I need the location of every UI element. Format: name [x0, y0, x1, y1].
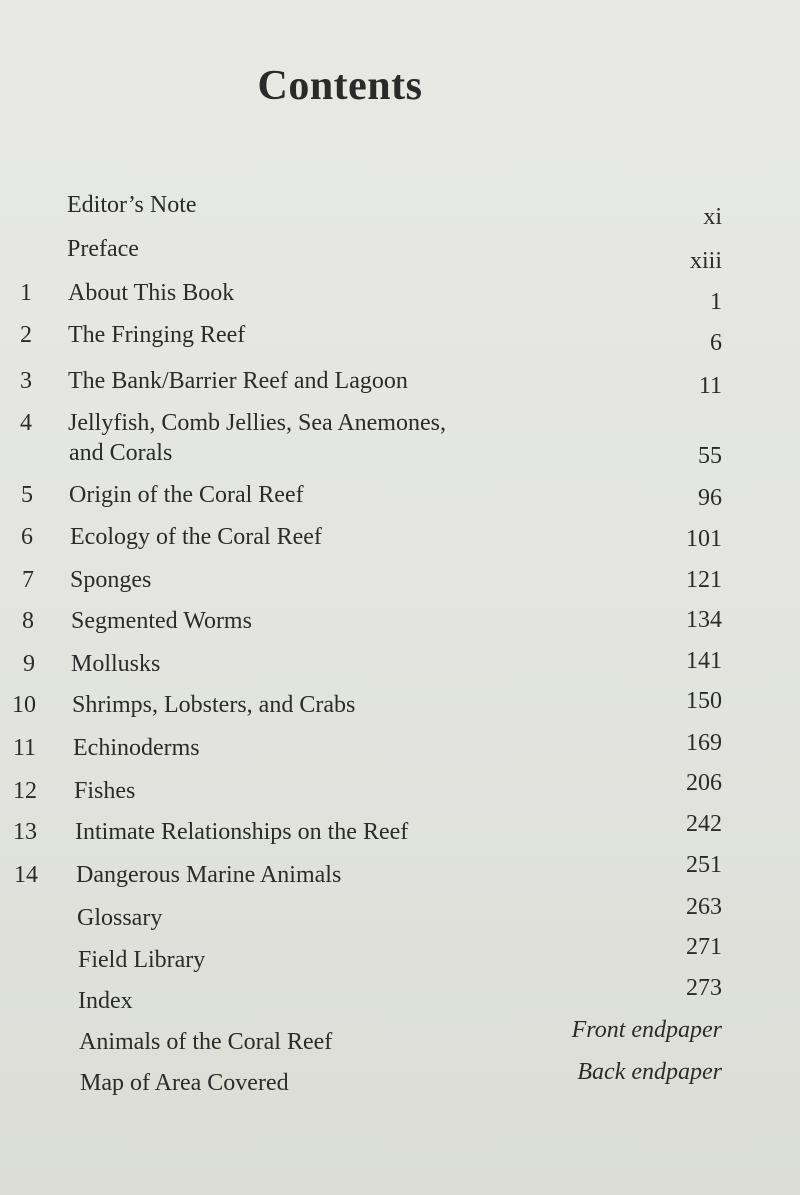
toc-entry-label: Origin of the Coral Reef: [69, 482, 304, 508]
toc-entry-label: Index: [78, 988, 133, 1014]
toc-entry-page: 169: [686, 730, 722, 756]
toc-entry-page: 206: [686, 770, 722, 796]
toc-entry-page: xiii: [689, 248, 722, 274]
toc-entry-label: Glossary: [77, 905, 163, 931]
toc-entry-label: Ecology of the Coral Reef: [70, 524, 322, 550]
toc-entry-page: 251: [686, 852, 722, 878]
toc-entry-label: Segmented Worms: [71, 608, 252, 634]
toc-entry-label-continued: and Corals: [69, 440, 173, 466]
toc-entry-number: 13: [13, 819, 37, 845]
toc-entry-label: Dangerous Marine Animals: [76, 862, 342, 888]
toc-entry-page: 134: [686, 607, 722, 633]
toc-entry-label: Map of Area Covered: [80, 1070, 289, 1096]
toc-entry-page: 150: [686, 688, 722, 714]
toc-entry-label: The Bank/Barrier Reef and Lagoon: [68, 368, 408, 394]
toc-entry-number: 2: [20, 322, 32, 348]
toc-entry-label: Sponges: [70, 567, 152, 593]
toc-entry-page: 101: [686, 526, 722, 552]
toc-entry-number: 10: [12, 692, 36, 718]
toc-entry-label: Intimate Relationships on the Reef: [75, 819, 409, 845]
toc-entry-label: The Fringing Reef: [68, 322, 246, 348]
toc-entry-page: 55: [698, 443, 722, 469]
toc-entry-label: Fishes: [74, 778, 136, 804]
toc-entry-page: 6: [710, 330, 722, 356]
toc-entry-page: xi: [703, 204, 722, 230]
toc-entry-number: 11: [12, 735, 36, 761]
toc-entry-label: Preface: [67, 236, 139, 262]
toc-entry-number: 6: [21, 524, 33, 550]
toc-entry-page: 273: [686, 975, 722, 1001]
toc-entry-label: About This Book: [68, 280, 235, 306]
toc-entry-page: 141: [686, 648, 722, 674]
toc-entry-label: Animals of the Coral Reef: [79, 1029, 333, 1055]
toc-entry-page: 121: [686, 567, 722, 593]
toc-entry-label: Editor’s Note: [67, 192, 197, 218]
toc-entry-number: 7: [22, 567, 34, 593]
page-title: Contents: [257, 63, 423, 109]
toc-entry-number: 3: [20, 368, 32, 394]
toc-entry-number: 12: [13, 778, 37, 804]
toc-entry-number: 14: [14, 862, 38, 888]
toc-entry-number: 8: [22, 608, 34, 634]
toc-entry-page: 263: [686, 894, 722, 920]
toc-entry-label: Shrimps, Lobsters, and Crabs: [72, 692, 356, 718]
toc-entry-page: 1: [710, 289, 722, 315]
toc-entry-label: Mollusks: [71, 651, 161, 677]
toc-entry-number: 9: [23, 651, 35, 677]
toc-entry-page: 11: [698, 373, 722, 399]
toc-entry-label: Jellyfish, Comb Jellies, Sea Anemones,: [68, 410, 446, 436]
toc-entry-label: Field Library: [78, 947, 206, 973]
toc-entry-page: 96: [698, 485, 722, 511]
toc-entry-label: Echinoderms: [73, 735, 200, 761]
toc-entry-page: Front endpaper: [571, 1017, 722, 1043]
toc-entry-page: 242: [686, 811, 722, 837]
toc-entry-page: Back endpaper: [577, 1059, 722, 1085]
toc-entry-page: 271: [686, 934, 722, 960]
toc-entry-number: 1: [20, 280, 32, 306]
toc-entry-number: 5: [21, 482, 33, 508]
toc-entry-number: 4: [20, 410, 32, 436]
